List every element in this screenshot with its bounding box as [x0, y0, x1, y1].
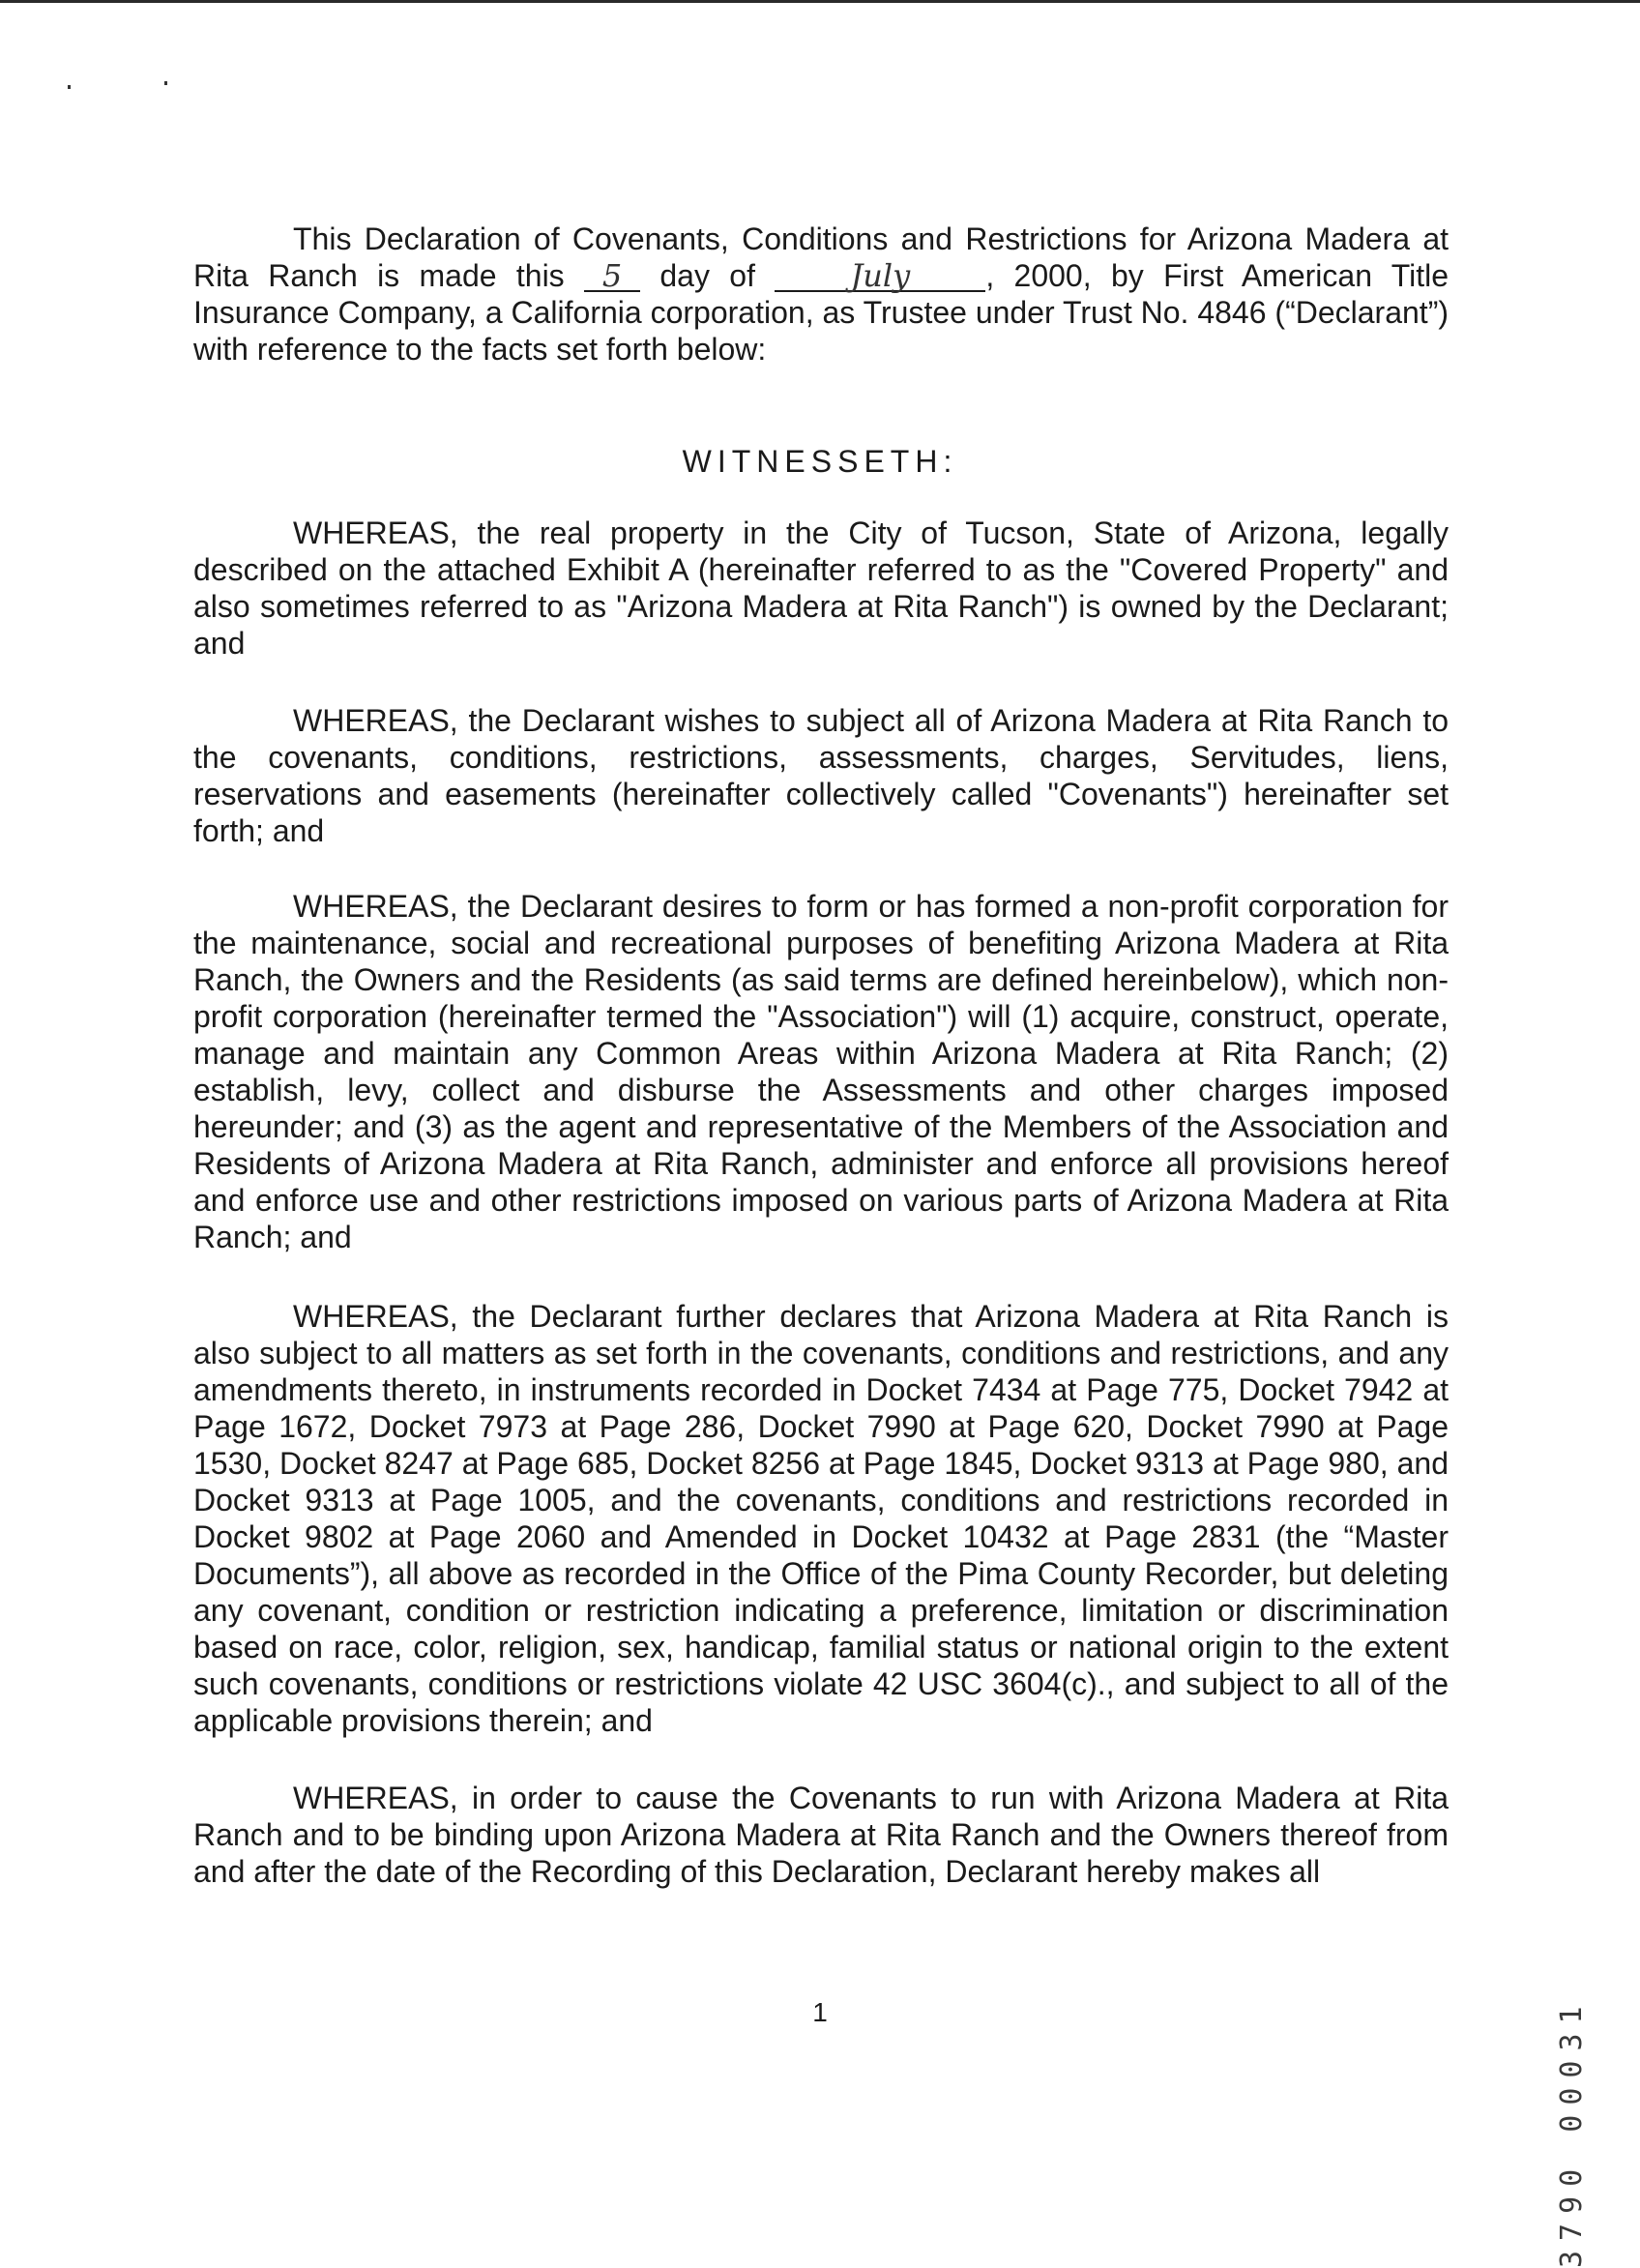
paragraph-master-documents: WHEREAS, the Declarant further declares that Arizona Madera at Rita Ranch is also subject to all matters as set forth in the covenants, conditions and restrictions, and any amendments thereto, in instruments recorded in Docket 7434 at Page 775, Docket 7942 at Page 1672, Docket 7973 at Page 286, Docket 7990 at Page 620, Docket 7990 at Page 1530, Docket 8247 at Page 685, Docket 8256 at Page 1845, Docket 9313 at Page 980, and Docket 9313 at Page 1005, and the covenants, conditions and restrictions recorded in Docket 9802 at Page 2060 and Amended in Docket 10432 at Page 2831 (the “Master Documents”), all above as recorded in the Office of the Pima County Recorder, but deleting any covenant, condition or restriction indicating a preference, limitation or discrimination based on race, color, religion, sex, handicap, familial status or national origin to the extent such covenants, conditions or restrictions violate 42 USC 3604(c)., and subject to all of the applicable provisions therein; and [193, 1299, 1449, 1738]
scan-top-edge [0, 0, 1640, 3]
intro-text-start: This Declaration of Covenants, Conditions and Restrictions for Arizona Madera at Rita Ranch is made this [193, 221, 1449, 293]
scan-speck [164, 81, 167, 85]
witnesseth-heading: WITNESSETH: [682, 444, 958, 479]
day-handwritten-field: 5 [584, 261, 640, 292]
paragraph-binding: WHEREAS, in order to cause the Covenants to run with Arizona Madera at Rita Ranch and to be binding upon Arizona Madera at Rita Ranch and the Owners thereof from and after the date of the Recording of this Declaration, Declarant hereby makes all [193, 1781, 1449, 1889]
intro-paragraph [193, 221, 1449, 368]
intro-text-middle: day of [640, 258, 776, 293]
paragraph-association: WHEREAS, the Declarant desires to form or has formed a non-profit corporation for the maintenance, social and recreational purposes of benefiting Arizona Madera at Rita Ranch, the Owners and the Residents (as said terms are defined hereinbelow), which non-profit corporation (hereinafter termed the "Association") will (1) acquire, construct, operate, manage and maintain any Common Areas within Arizona Madera at Rita Ranch; (2) establish, levy, collect and disburse the Assessments and other charges imposed hereunder; and (3) as the agent and representative of the Members of the Association and Residents of Arizona Madera at Rita Ranch, administer and enforce all provisions hereof and enforce use and other restrictions imposed on various parts of Arizona Madera at Rita Ranch; and [193, 889, 1449, 1254]
scan-speck [68, 85, 71, 89]
recording-stamp-number: 3790 00031 [1555, 1996, 1589, 2268]
month-handwritten-field: July [775, 261, 985, 292]
paragraph-property: WHEREAS, the real property in the City of Tucson, State of Arizona, legally described on the attached Exhibit A (hereinafter referred to as the "Covered Property" and also sometimes referred to as "Arizona Madera at Rita Ranch") is owned by the Declarant; and [193, 515, 1449, 661]
page-number: 1 [812, 1997, 828, 2027]
paragraph-covenants: WHEREAS, the Declarant wishes to subject all of Arizona Madera at Rita Ranch to the covenants, conditions, restrictions, assessments, charges, Servitudes, liens, reservations and easements (hereinafter collectively called "Covenants") hereinafter set forth; and [193, 703, 1449, 848]
recording-stamp [1555, 1523, 1594, 2268]
intro-text-end: , 2000, by First American Title Insurance Company, a California corporation, as Trustee under Trust No. 4846 (“Declarant”) with reference to the facts set forth below: [193, 258, 1450, 367]
